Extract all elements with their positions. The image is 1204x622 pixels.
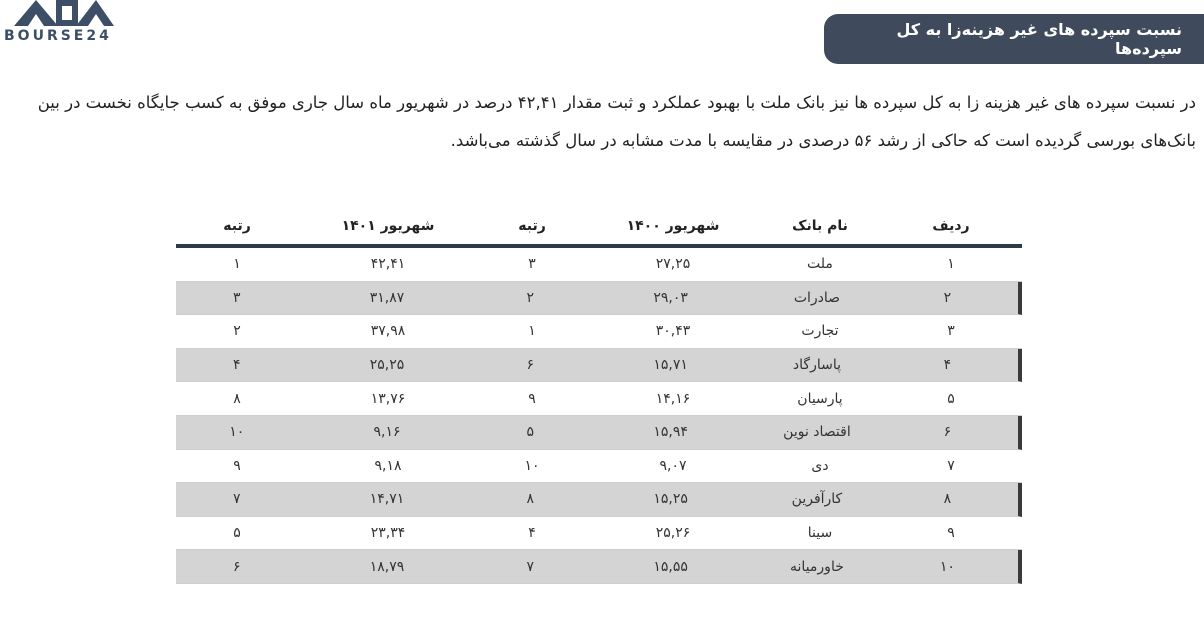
cell-rank-1401: ۷ — [232, 491, 241, 508]
cell-bank-name: اقتصاد نوین — [783, 424, 851, 441]
cell-row-number: ۷ — [947, 457, 955, 474]
cell-row-number: ۳ — [947, 323, 955, 340]
cell-bank-name: صادرات — [793, 289, 841, 306]
cell-rank-1401: ۹ — [233, 457, 241, 474]
header-rank-1401: رتبه — [223, 218, 251, 234]
cell-rank-1401: ۱۰ — [229, 424, 245, 441]
cell-shahrivar-1400: ۲۹,۰۳ — [653, 289, 688, 306]
header-rank-1400: رتبه — [518, 218, 546, 234]
cell-rank-1400: ۱ — [528, 323, 536, 340]
cell-shahrivar-1401: ۴۲,۴۱ — [370, 256, 406, 273]
header-row-number: ردیف — [932, 218, 970, 234]
cell-bank-name: سینا — [807, 525, 833, 542]
cell-bank-name: کارآفرین — [791, 491, 843, 508]
cell-rank-1401: ۴ — [232, 357, 241, 374]
cell-row-number: ۱۰ — [939, 558, 955, 575]
cell-rank-1401: ۱ — [233, 256, 241, 273]
cell-row-number: ۵ — [947, 390, 955, 407]
cell-bank-name: پاسارگاد — [792, 357, 841, 374]
cell-rank-1401: ۳ — [232, 289, 241, 306]
cell-shahrivar-1401: ۹,۱۶ — [373, 424, 401, 441]
cell-shahrivar-1400: ۲۵,۲۶ — [655, 525, 691, 542]
cell-rank-1400: ۵ — [526, 424, 535, 441]
table-row — [176, 282, 1022, 316]
cell-shahrivar-1400: ۱۵,۲۵ — [653, 491, 688, 508]
cell-rank-1400: ۸ — [526, 491, 535, 508]
cell-rank-1400: ۶ — [526, 357, 535, 374]
cell-row-number: ۶ — [943, 424, 952, 441]
cell-shahrivar-1401: ۱۳,۷۶ — [370, 390, 406, 407]
header-shahrivar-1401: شهریور ۱۴۰۱ — [341, 218, 435, 234]
cell-shahrivar-1400: ۱۵,۹۴ — [653, 424, 688, 441]
cell-bank-name: دی — [811, 457, 829, 474]
cell-row-number: ۲ — [943, 289, 952, 306]
cell-rank-1400: ۴ — [528, 525, 536, 542]
table-row — [176, 382, 1022, 416]
cell-shahrivar-1401: ۳۱,۸۷ — [369, 289, 405, 306]
cell-shahrivar-1400: ۱۴,۱۶ — [655, 390, 691, 407]
table-header — [176, 208, 1022, 248]
bourse24-logo — [4, 0, 124, 46]
table-row — [176, 550, 1022, 584]
table-row — [176, 349, 1022, 383]
table-body — [176, 248, 1022, 584]
cell-row-number: ۹ — [947, 525, 955, 542]
cell-shahrivar-1401: ۹,۱۸ — [374, 457, 402, 474]
cell-row-number: ۸ — [943, 491, 952, 508]
cell-shahrivar-1400: ۱۵,۷۱ — [653, 357, 688, 374]
logo-text: BOURSE24 — [4, 28, 112, 44]
section-title: نسبت سپرده های غیر هزینه‌زا به کل سپرده‌ها — [896, 20, 1182, 58]
table-row — [176, 315, 1022, 349]
cell-rank-1401: ۶ — [232, 558, 241, 575]
header-bank-name: نام بانک — [792, 218, 848, 234]
table-row — [176, 483, 1022, 517]
table-row — [176, 416, 1022, 450]
cell-rank-1400: ۷ — [526, 558, 535, 575]
cell-rank-1400: ۳ — [528, 256, 536, 273]
cell-shahrivar-1401: ۳۷,۹۸ — [370, 323, 406, 340]
cell-bank-name: ملت — [807, 256, 833, 273]
cell-rank-1400: ۱۰ — [524, 457, 540, 474]
cell-shahrivar-1401: ۲۳,۳۴ — [370, 525, 406, 542]
cell-shahrivar-1400: ۱۵,۵۵ — [653, 558, 688, 575]
cell-shahrivar-1400: ۳۰,۴۳ — [655, 323, 691, 340]
cell-bank-name: تجارت — [801, 323, 839, 340]
cell-rank-1401: ۵ — [233, 525, 241, 542]
header-shahrivar-1400: شهریور ۱۴۰۰ — [626, 218, 720, 234]
section-title-bar — [824, 14, 1204, 64]
cell-shahrivar-1401: ۱۸,۷۹ — [369, 558, 405, 575]
cell-shahrivar-1401: ۱۴,۷۱ — [369, 491, 405, 508]
cell-shahrivar-1401: ۲۵,۲۵ — [369, 357, 405, 374]
cell-rank-1401: ۲ — [233, 323, 241, 340]
cell-rank-1401: ۸ — [233, 390, 241, 407]
cell-shahrivar-1400: ۲۷,۲۵ — [655, 256, 691, 273]
body-paragraph: در نسبت سپرده های غیر هزینه زا به کل سپرده ها نیز بانک ملت با بهبود عملکرد و ثبت مقدار ۴۲,۴۱ درصد در شهریور ماه سال جاری موفق به کسب جایگاه نخست در بین بانک‌های بورسی گردیده است که حاکی از رشد ۵۶ درصدی در مقایسه با مدت مشابه در سال گذشته می‌باشد. — [37, 93, 1196, 150]
cell-rank-1400: ۹ — [528, 390, 536, 407]
cell-rank-1400: ۲ — [526, 289, 535, 306]
logo-mark-icon — [10, 0, 114, 28]
table-row — [176, 248, 1022, 282]
table-row — [176, 517, 1022, 551]
banks-table — [176, 208, 1022, 584]
table-row — [176, 450, 1022, 484]
cell-shahrivar-1400: ۹,۰۷ — [659, 457, 687, 474]
cell-row-number: ۱ — [947, 256, 955, 273]
cell-bank-name: خاورمیانه — [790, 558, 844, 575]
cell-row-number: ۴ — [943, 357, 952, 374]
cell-bank-name: پارسیان — [797, 390, 843, 407]
